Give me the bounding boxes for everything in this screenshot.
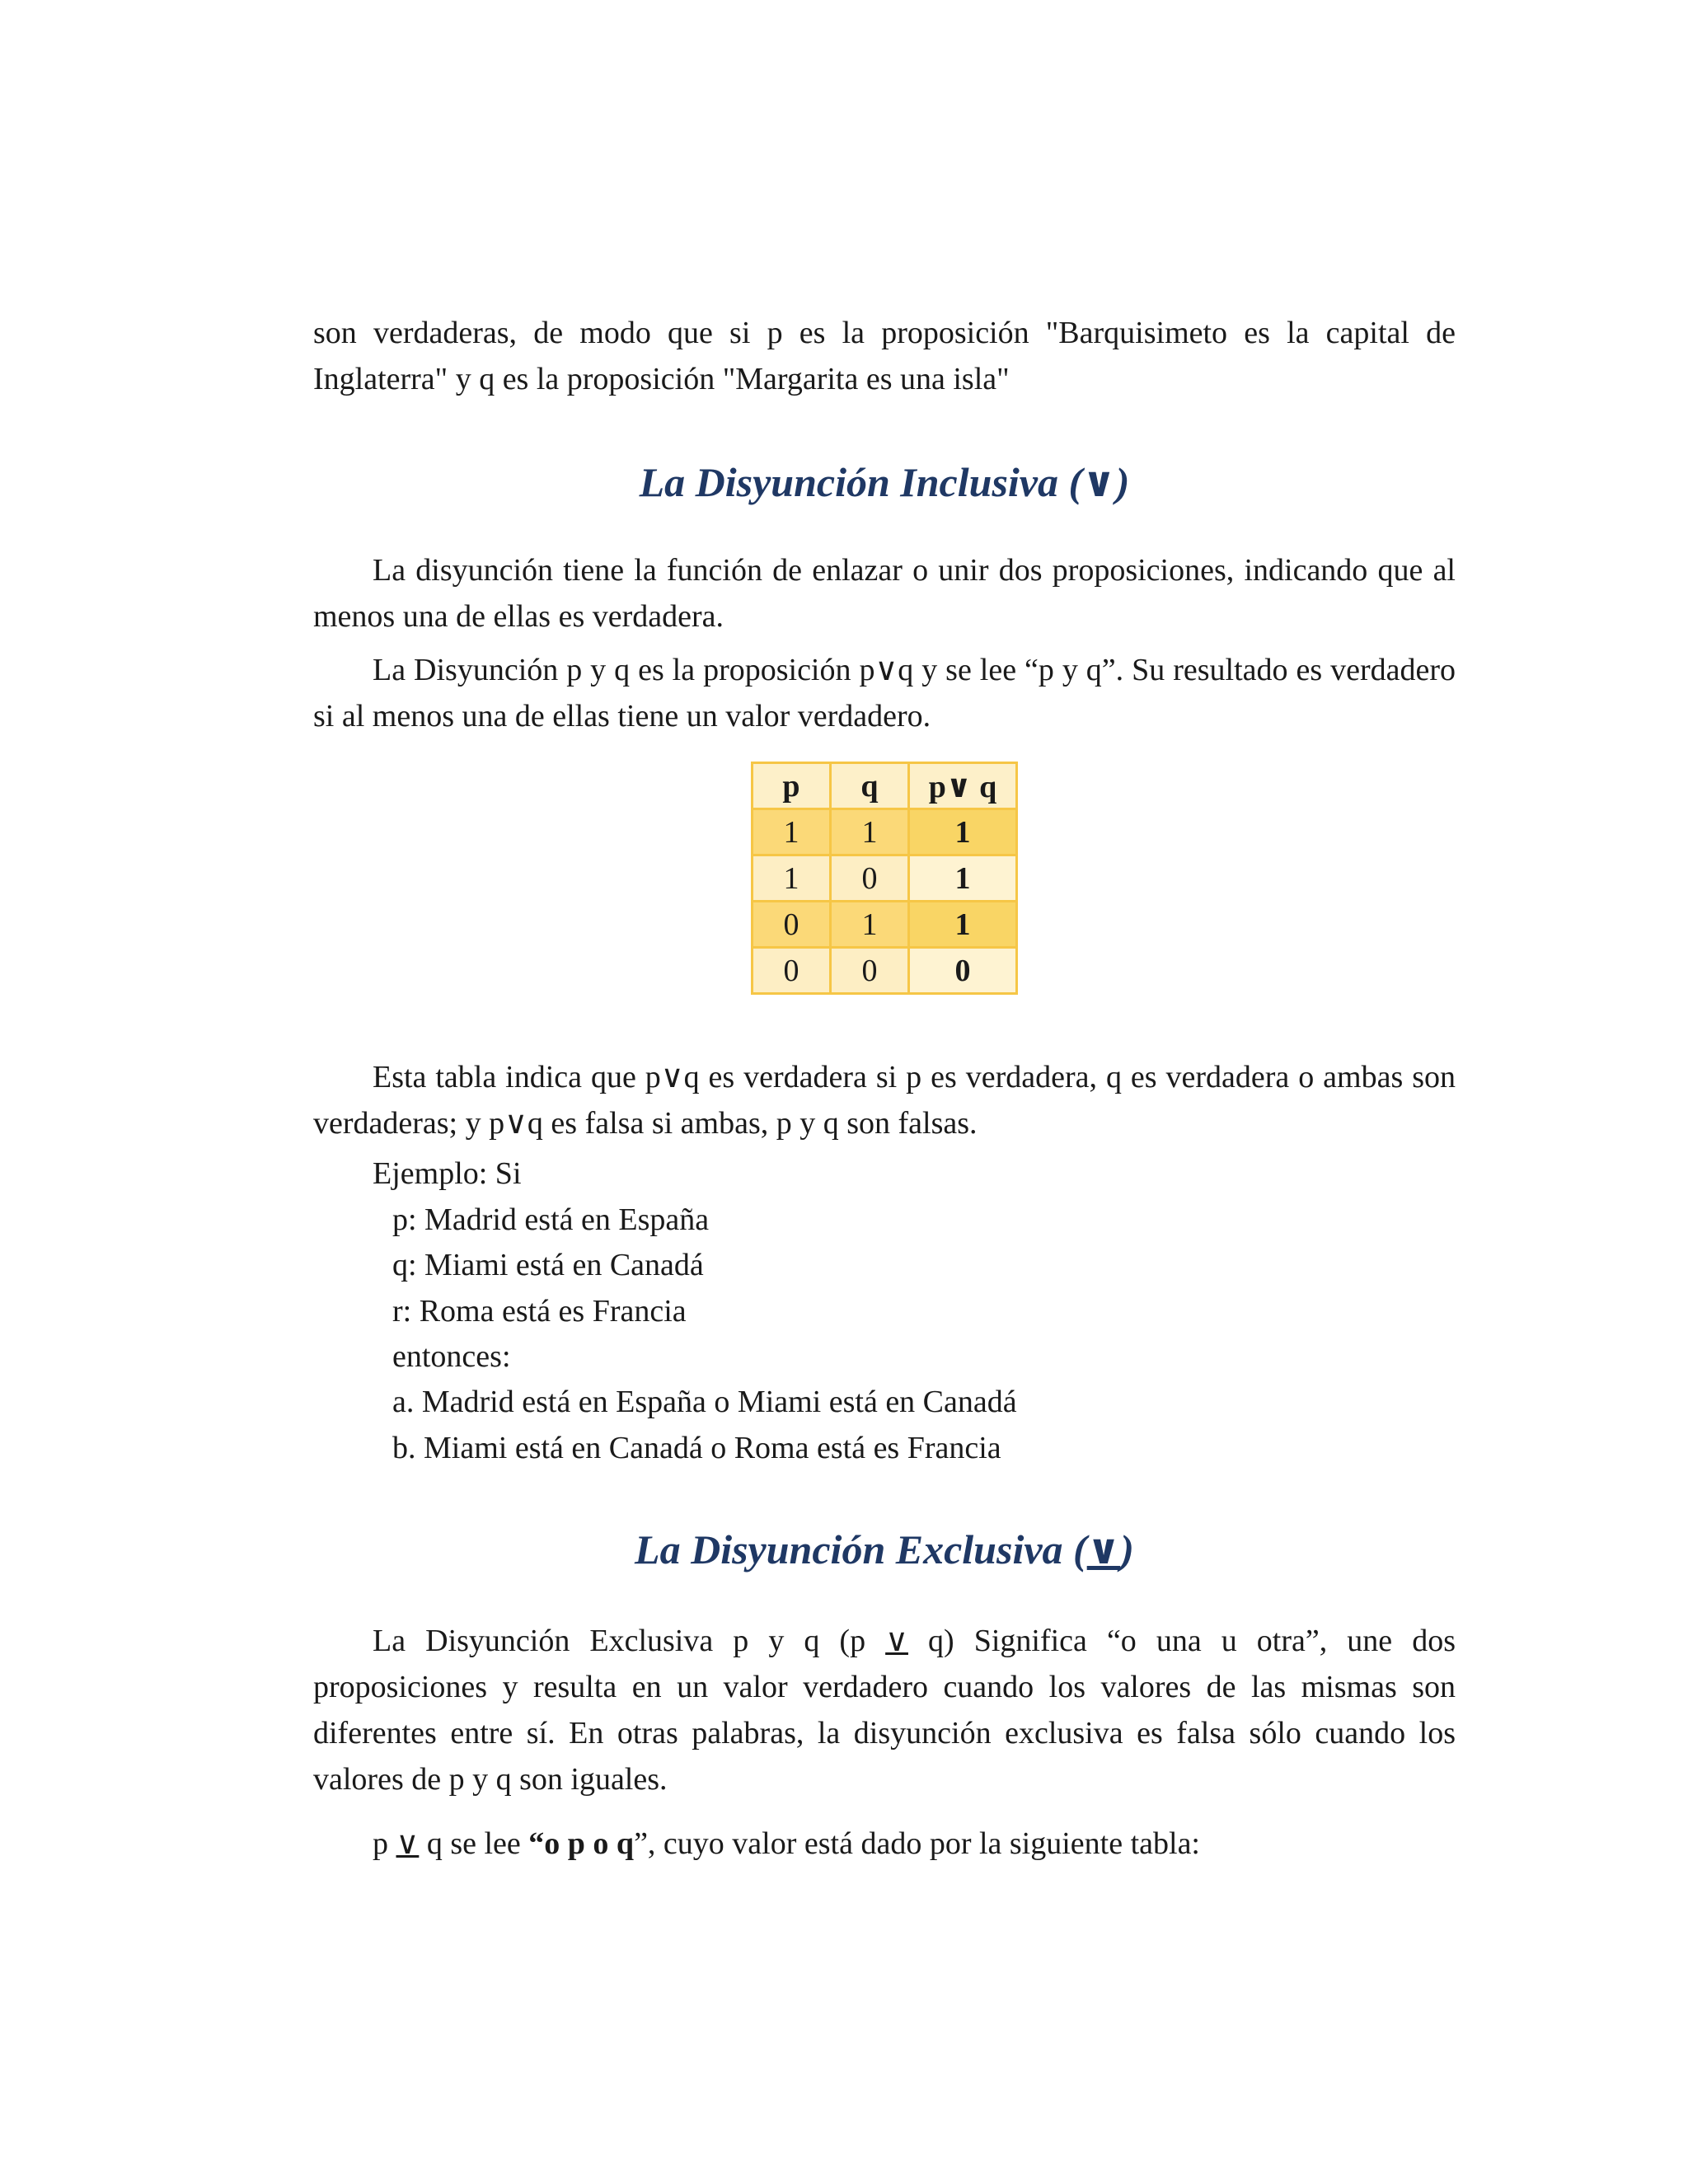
cell-q: 0 — [831, 948, 909, 994]
header-p: p — [753, 763, 831, 809]
exclusive-text-2-bold: “o p o q — [528, 1826, 635, 1861]
inclusive-para-3 — [313, 1054, 1456, 1146]
inclusive-para-1 — [313, 547, 1456, 640]
heading-inclusive: La Disyunción Inclusiva (∨) — [639, 459, 1130, 505]
exclusive-text-1b: q) Significa “o una u otra”, une dos proposiciones y resulta en un valor verdadero cuando los valores de las mismas son diferentes entre sí. En otras palabras, la disyunción exclusiva es falsa sólo cuando los valores de p y q son iguales. — [313, 1624, 1456, 1797]
heading-exclusive-text: La Disyunción Exclusiva ( — [635, 1526, 1087, 1572]
table-row — [753, 948, 1017, 994]
cell-q: 1 — [831, 809, 909, 855]
inclusive-text-1: La disyunción tiene la función de enlazar o unir dos proposiciones, indicando que al menos una de ellas es verdadera. — [313, 553, 1456, 634]
cell-p: 0 — [753, 948, 831, 994]
exclusive-text-2c: ”, cuyo valor está dado por la siguiente tabla: — [634, 1826, 1200, 1861]
intro-line-1: son verdaderas, de modo que si p es la proposición "Barquisimeto es la capital de — [313, 316, 1456, 350]
xor-symbol: ∨ — [885, 1624, 908, 1658]
header-q: q — [831, 763, 909, 809]
exclusive-text-2a: p — [373, 1826, 396, 1861]
intro-line-2: Inglaterra" y q es la proposición "Margarita es una isla" — [313, 362, 1010, 396]
table-row — [753, 809, 1017, 855]
header-p-or-q: p∨ q — [909, 763, 1017, 809]
exclusive-text-2b: q se lee — [419, 1826, 529, 1861]
heading-exclusive — [313, 1525, 1456, 1573]
truth-table-header-row — [753, 763, 1017, 809]
cell-q: 0 — [831, 855, 909, 902]
cell-result: 1 — [909, 902, 1017, 948]
example-line: a. Madrid está en España o Miami está en Canadá — [392, 1385, 1017, 1419]
inclusive-text-3: Esta tabla indica que p∨q es verdadera si p es verdadera, q es verdadera o ambas son verdaderas; y p∨q es falsa si ambas, p y q son falsas. — [313, 1060, 1456, 1141]
exclusive-text-2 — [313, 1821, 1456, 1867]
cell-result: 1 — [909, 809, 1017, 855]
cell-result: 1 — [909, 855, 1017, 902]
example-intro: Ejemplo: Si — [373, 1156, 522, 1191]
example-line: p: Madrid está en España — [392, 1202, 710, 1237]
cell-p: 0 — [753, 902, 831, 948]
inclusive-text-2: La Disyunción p y q es la proposición p∨q y se lee “p y q”. Su resultado es verdadero si al menos una de ellas tiene un valor verdadero. — [313, 653, 1456, 733]
intro-paragraph — [313, 310, 1456, 402]
inclusive-para-2 — [313, 647, 1456, 739]
example-line: b. Miami está en Canadá o Roma está es Francia — [392, 1431, 1001, 1465]
cell-p: 1 — [753, 855, 831, 902]
xor-symbol: ∨ — [396, 1826, 420, 1861]
exclusive-text-1a: La Disyunción Exclusiva p y q (p — [373, 1624, 886, 1658]
cell-q: 1 — [831, 902, 909, 948]
exclusive-text-1 — [313, 1618, 1456, 1802]
truth-table-inclusive — [751, 762, 1018, 995]
cell-result: 0 — [909, 948, 1017, 994]
xor-symbol: ∨ — [1086, 1526, 1121, 1572]
table-row — [753, 902, 1017, 948]
cell-p: 1 — [753, 809, 831, 855]
example-line: r: Roma está es Francia — [392, 1294, 687, 1329]
exclusive-para-1 — [313, 1618, 1456, 1802]
exclusive-para-2 — [313, 1821, 1456, 1867]
example-line: q: Miami está en Canadá — [392, 1248, 704, 1282]
heading-exclusive-close: ) — [1120, 1526, 1134, 1572]
example-line: entonces: — [392, 1339, 511, 1374]
table-row — [753, 855, 1017, 902]
